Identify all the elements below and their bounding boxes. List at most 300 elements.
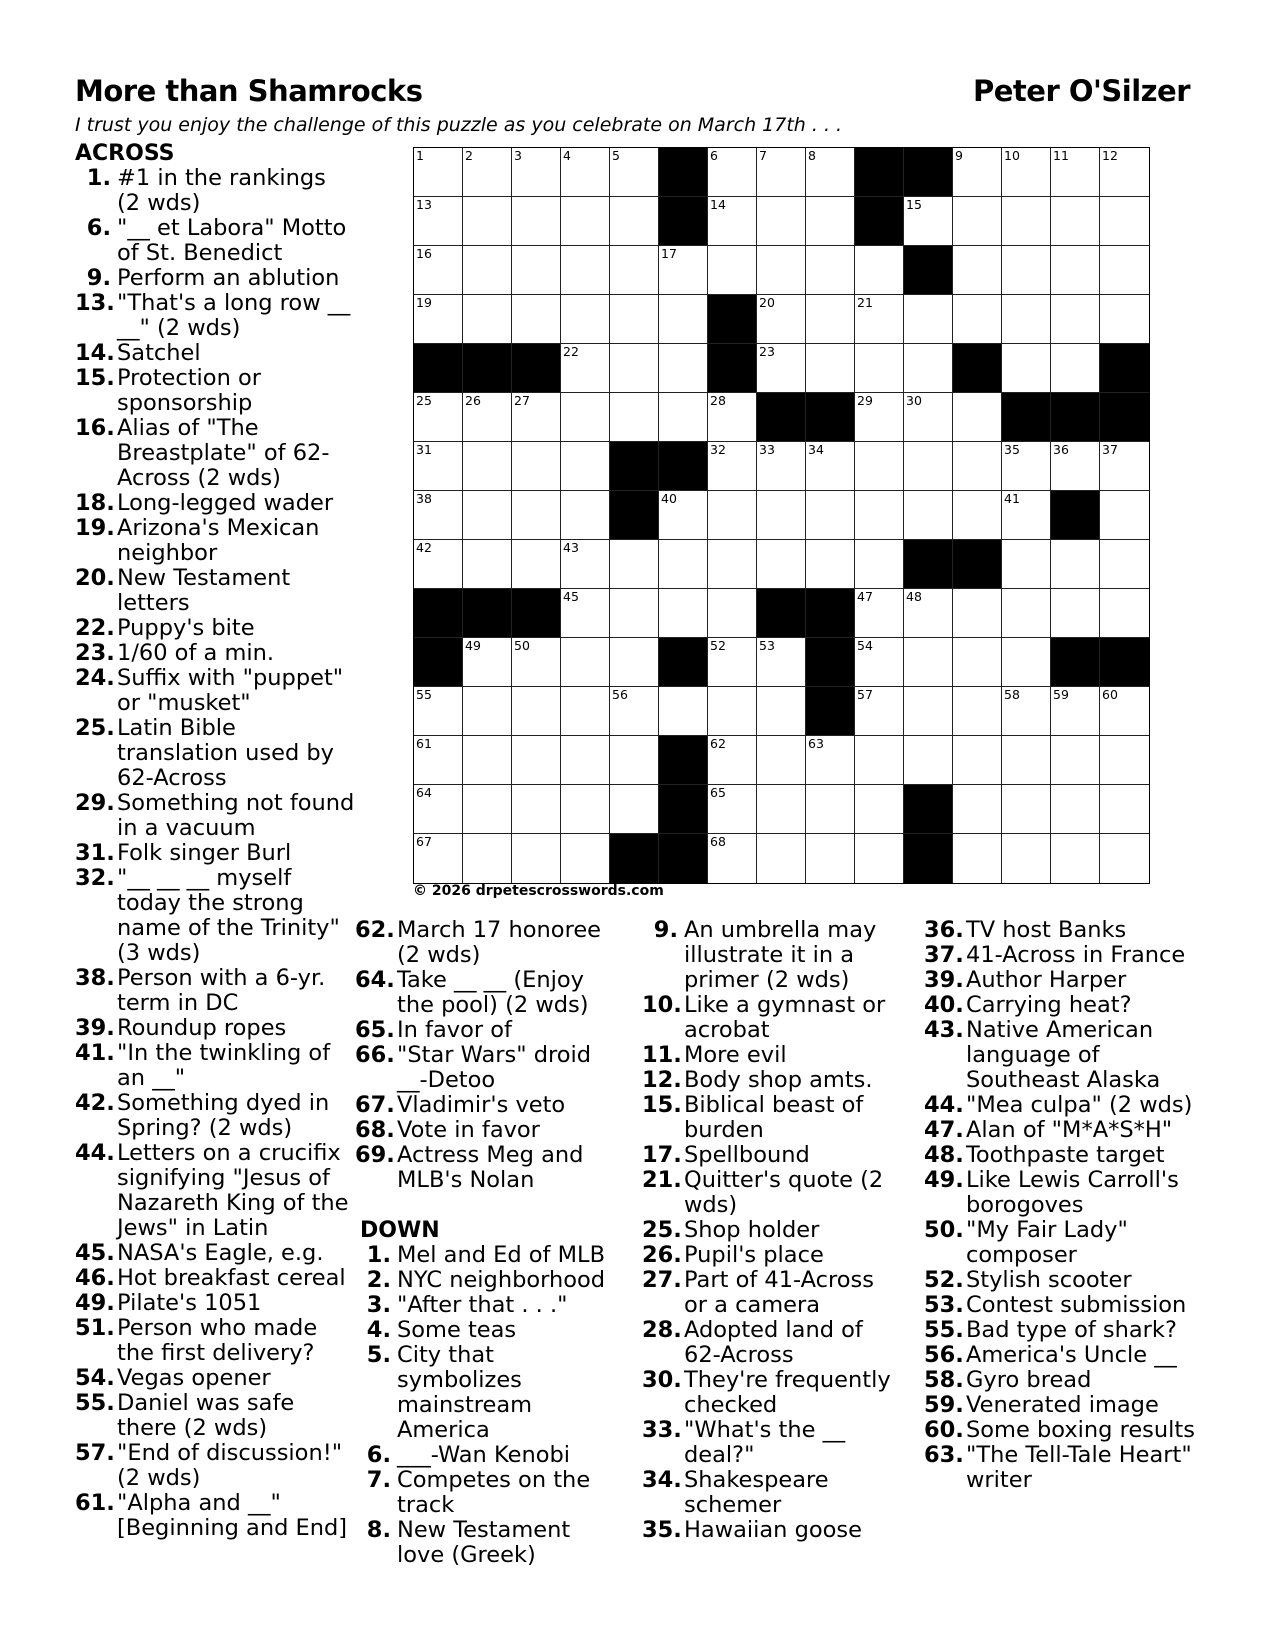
grid-cell[interactable] [561, 393, 610, 442]
grid-cell[interactable] [855, 785, 904, 834]
grid-cell[interactable] [463, 491, 512, 540]
clue-text: Person with a 6-yr. term in DC [117, 965, 326, 1016]
puzzle-author: Peter O'Silzer [973, 74, 1190, 108]
grid-cell[interactable] [806, 540, 855, 589]
grid-cell[interactable] [610, 687, 659, 736]
grid-cell[interactable] [561, 344, 610, 393]
clue-text: Puppy's bite [117, 615, 255, 641]
clue-number: 11. [642, 1042, 682, 1068]
grid-cell[interactable] [1051, 687, 1100, 736]
grid-cell[interactable] [855, 442, 904, 491]
grid-cell[interactable] [1051, 197, 1100, 246]
grid-cell[interactable] [757, 295, 806, 344]
grid-cell[interactable] [708, 736, 757, 785]
clue-number: 15. [642, 1092, 682, 1118]
grid-cell[interactable] [855, 246, 904, 295]
grid-cell[interactable] [659, 246, 708, 295]
grid-cell[interactable] [463, 687, 512, 736]
grid-cell[interactable] [708, 638, 757, 687]
clue-text: Perform an ablution [117, 265, 340, 291]
grid-cell[interactable] [1002, 197, 1051, 246]
clue-item [355, 1293, 617, 1318]
clue-item [75, 791, 355, 841]
clue-item [642, 1043, 904, 1068]
grid-cell[interactable] [855, 393, 904, 442]
grid-cell[interactable] [757, 442, 806, 491]
clue-text: Pupil's place [684, 1242, 824, 1268]
grid-cell[interactable] [708, 197, 757, 246]
grid-cell[interactable] [953, 491, 1002, 540]
clue-item [75, 716, 355, 791]
grid-cell[interactable] [1100, 491, 1149, 540]
clue-item [75, 1241, 355, 1266]
clue-text: 1/60 of a min. [117, 640, 275, 666]
clue-item [75, 1441, 355, 1491]
cell-number: 20 [759, 295, 775, 310]
grid-cell[interactable] [1100, 197, 1149, 246]
grid-cell[interactable] [1100, 687, 1149, 736]
grid-cell[interactable] [708, 393, 757, 442]
grid-cell[interactable] [757, 344, 806, 393]
grid-cell[interactable] [463, 834, 512, 883]
grid-cell[interactable] [1002, 785, 1051, 834]
grid-cell[interactable] [414, 540, 463, 589]
grid-cell[interactable] [414, 246, 463, 295]
grid-cell[interactable] [1100, 540, 1149, 589]
clue-item [75, 641, 355, 666]
clue-text: Contest submission [966, 1292, 1187, 1318]
clue-text: Some boxing results [966, 1417, 1195, 1443]
grid-cell[interactable] [561, 736, 610, 785]
cell-number: 7 [759, 148, 767, 163]
grid-cell[interactable] [561, 246, 610, 295]
clue-number: 37. [924, 942, 964, 968]
grid-cell[interactable] [561, 295, 610, 344]
clue-number: 49. [924, 1167, 964, 1193]
clue-item [355, 1318, 617, 1343]
grid-cell[interactable] [757, 491, 806, 540]
clue-number: 65. [355, 1017, 395, 1043]
grid-cell[interactable] [561, 834, 610, 883]
clue-text: ___-Wan Kenobi [397, 1442, 571, 1468]
grid-cell[interactable] [806, 834, 855, 883]
grid-cell[interactable] [561, 540, 610, 589]
grid-cell[interactable] [855, 295, 904, 344]
clue-number: 31. [75, 840, 115, 866]
grid-cell[interactable] [1051, 589, 1100, 638]
clue-item [642, 918, 904, 993]
cell-number: 63 [808, 736, 824, 751]
cell-number: 47 [857, 589, 873, 604]
grid-cell[interactable] [708, 687, 757, 736]
grid-cell[interactable] [610, 540, 659, 589]
grid-cell[interactable] [806, 736, 855, 785]
grid-cell[interactable] [561, 589, 610, 638]
grid-cell[interactable] [1100, 589, 1149, 638]
grid-cell[interactable] [512, 246, 561, 295]
clue-item [355, 1143, 617, 1193]
cell-number: 64 [416, 785, 432, 800]
grid-cell[interactable] [414, 442, 463, 491]
grid-cell[interactable] [953, 687, 1002, 736]
clue-text: Spellbound [684, 1142, 810, 1168]
clue-text: Carrying heat? [966, 992, 1132, 1018]
grid-cell[interactable] [904, 736, 953, 785]
clue-text: Daniel was safe there (2 wds) [117, 1390, 295, 1441]
grid-cell[interactable] [512, 295, 561, 344]
grid-cell[interactable] [414, 785, 463, 834]
clue-text: Person who made the first delivery? [117, 1315, 318, 1366]
clue-number: 28. [642, 1317, 682, 1343]
clue-number: 33. [642, 1417, 682, 1443]
grid-cell[interactable] [1100, 148, 1149, 197]
clue-text: "End of discussion!" (2 wds) [117, 1440, 343, 1491]
black-square [414, 589, 463, 638]
grid-cell[interactable] [1051, 785, 1100, 834]
clue-text: They're frequently checked [684, 1367, 891, 1418]
grid-cell[interactable] [953, 442, 1002, 491]
clue-text: Shop holder [684, 1217, 820, 1243]
grid-cell[interactable] [757, 834, 806, 883]
clue-text: Vote in favor [397, 1117, 540, 1143]
grid-cell[interactable] [414, 295, 463, 344]
grid-cell[interactable] [953, 295, 1002, 344]
grid-cell[interactable] [708, 834, 757, 883]
clue-item [642, 1318, 904, 1368]
grid-cell[interactable] [757, 638, 806, 687]
grid-cell[interactable] [512, 540, 561, 589]
cell-number: 55 [416, 687, 432, 702]
grid-cell[interactable] [855, 687, 904, 736]
grid-cell[interactable] [806, 491, 855, 540]
down-clues-column-4 [924, 918, 1214, 1493]
clue-number: 9. [86, 265, 111, 291]
black-square [463, 344, 512, 393]
grid-cell[interactable] [757, 246, 806, 295]
grid-cell[interactable] [1002, 638, 1051, 687]
across-clues-column [75, 141, 355, 1541]
cell-number: 3 [514, 148, 522, 163]
grid-cell[interactable] [953, 834, 1002, 883]
grid-cell[interactable] [904, 687, 953, 736]
cell-number: 23 [759, 344, 775, 359]
grid-cell[interactable] [708, 589, 757, 638]
cell-number: 8 [808, 148, 816, 163]
grid-cell[interactable] [414, 491, 463, 540]
grid-cell[interactable] [512, 491, 561, 540]
black-square [610, 491, 659, 540]
grid-cell[interactable] [1051, 540, 1100, 589]
cell-number: 15 [906, 197, 922, 212]
clue-number: 3. [366, 1292, 391, 1318]
cell-number: 57 [857, 687, 873, 702]
grid-cell[interactable] [1051, 295, 1100, 344]
grid-cell[interactable] [561, 785, 610, 834]
grid-cell[interactable] [806, 785, 855, 834]
grid-cell[interactable] [953, 638, 1002, 687]
clue-item [355, 1243, 617, 1268]
grid-cell[interactable] [561, 687, 610, 736]
clue-text: "Mea culpa" (2 wds) [966, 1092, 1193, 1118]
grid-cell[interactable] [953, 393, 1002, 442]
grid-cell[interactable] [855, 491, 904, 540]
grid-cell[interactable] [463, 785, 512, 834]
black-square [1002, 393, 1051, 442]
grid-cell[interactable] [659, 491, 708, 540]
grid-cell[interactable] [806, 197, 855, 246]
grid-cell[interactable] [1051, 344, 1100, 393]
grid-cell[interactable] [1051, 834, 1100, 883]
grid-cell[interactable] [904, 638, 953, 687]
grid-cell[interactable] [610, 148, 659, 197]
grid-cell[interactable] [1051, 148, 1100, 197]
clue-number: 6. [86, 215, 111, 241]
clue-number: 10. [642, 992, 682, 1018]
clue-item [924, 918, 1214, 943]
grid-cell[interactable] [659, 540, 708, 589]
grid-cell[interactable] [512, 442, 561, 491]
grid-cell[interactable] [463, 246, 512, 295]
grid-cell[interactable] [414, 834, 463, 883]
grid-cell[interactable] [855, 638, 904, 687]
grid-cell[interactable] [610, 393, 659, 442]
clue-text: Letters on a crucifix signifying "Jesus of Nazareth King of the Jews" in Latin [117, 1140, 349, 1241]
grid-cell[interactable] [463, 736, 512, 785]
grid-cell[interactable] [512, 736, 561, 785]
grid-cell[interactable] [806, 246, 855, 295]
grid-cell[interactable] [610, 589, 659, 638]
grid-cell[interactable] [1002, 589, 1051, 638]
clue-text: "What's the __ deal?" [684, 1417, 846, 1468]
grid-cell[interactable] [1002, 491, 1051, 540]
clue-number: 42. [75, 1090, 115, 1116]
clue-number: 38. [75, 965, 115, 991]
black-square [904, 148, 953, 197]
black-square [708, 344, 757, 393]
grid-cell[interactable] [708, 491, 757, 540]
grid-cell[interactable] [806, 344, 855, 393]
clue-number: 43. [924, 1017, 964, 1043]
grid-cell[interactable] [610, 638, 659, 687]
clue-number: 44. [75, 1140, 115, 1166]
grid-cell[interactable] [757, 687, 806, 736]
grid-cell[interactable] [708, 540, 757, 589]
clue-item [75, 1016, 355, 1041]
grid-cell[interactable] [1051, 736, 1100, 785]
clue-number: 51. [75, 1315, 115, 1341]
grid-cell[interactable] [1100, 295, 1149, 344]
clue-number: 32. [75, 865, 115, 891]
clue-item [355, 1343, 617, 1443]
grid-cell[interactable] [757, 540, 806, 589]
grid-cell[interactable] [1100, 785, 1149, 834]
puzzle-title: More than Shamrocks [75, 74, 423, 108]
cell-number: 31 [416, 442, 432, 457]
grid-cell[interactable] [708, 785, 757, 834]
grid-cell[interactable] [855, 540, 904, 589]
grid-cell[interactable] [855, 589, 904, 638]
grid-cell[interactable] [806, 442, 855, 491]
cell-number: 61 [416, 736, 432, 751]
clue-number: 12. [642, 1067, 682, 1093]
grid-cell[interactable] [561, 491, 610, 540]
grid-cell[interactable] [1002, 834, 1051, 883]
grid-cell[interactable] [1002, 540, 1051, 589]
clue-item [924, 1293, 1214, 1318]
grid-cell[interactable] [610, 246, 659, 295]
grid-cell[interactable] [1002, 246, 1051, 295]
black-square [659, 197, 708, 246]
clue-text: NYC neighborhood [397, 1267, 606, 1293]
cell-number: 28 [710, 393, 726, 408]
clue-text: "In the twinkling of an __" [117, 1040, 331, 1091]
grid-cell[interactable] [953, 246, 1002, 295]
grid-cell[interactable] [561, 442, 610, 491]
grid-cell[interactable] [610, 295, 659, 344]
clue-text: An umbrella may illustrate it in a primer (2 wds) [684, 917, 877, 993]
grid-cell[interactable] [953, 736, 1002, 785]
black-square [463, 589, 512, 638]
grid-cell[interactable] [953, 197, 1002, 246]
grid-cell[interactable] [1051, 246, 1100, 295]
grid-cell[interactable] [1100, 736, 1149, 785]
black-square [512, 344, 561, 393]
grid-cell[interactable] [512, 197, 561, 246]
clue-number: 55. [924, 1317, 964, 1343]
grid-cell[interactable] [659, 687, 708, 736]
grid-cell[interactable] [512, 148, 561, 197]
clue-text: NASA's Eagle, e.g. [117, 1240, 324, 1266]
grid-cell[interactable] [904, 442, 953, 491]
clue-item [75, 1491, 355, 1541]
cell-number: 50 [514, 638, 530, 653]
grid-cell[interactable] [414, 736, 463, 785]
grid-cell[interactable] [659, 295, 708, 344]
clue-item [642, 1143, 904, 1168]
grid-cell[interactable] [610, 736, 659, 785]
grid-cell[interactable] [1002, 736, 1051, 785]
grid-cell[interactable] [904, 344, 953, 393]
clue-item [75, 166, 355, 216]
cell-number: 29 [857, 393, 873, 408]
grid-cell[interactable] [708, 442, 757, 491]
grid-cell[interactable] [1002, 344, 1051, 393]
grid-cell[interactable] [1002, 148, 1051, 197]
grid-cell[interactable] [463, 295, 512, 344]
grid-cell[interactable] [463, 442, 512, 491]
grid-cell[interactable] [904, 295, 953, 344]
grid-cell[interactable] [414, 687, 463, 736]
grid-cell[interactable] [659, 344, 708, 393]
grid-cell[interactable] [708, 246, 757, 295]
clue-item [924, 968, 1214, 993]
clue-item [924, 1143, 1214, 1168]
grid-cell[interactable] [757, 785, 806, 834]
grid-cell[interactable] [659, 589, 708, 638]
grid-cell[interactable] [512, 638, 561, 687]
grid-cell[interactable] [855, 834, 904, 883]
grid-cell[interactable] [414, 393, 463, 442]
clue-text: Alias of "The Breastplate" of 62-Across (2 wds) [117, 415, 330, 491]
down-clues-column-3 [642, 918, 904, 1543]
grid-cell[interactable] [757, 736, 806, 785]
grid-cell[interactable] [561, 197, 610, 246]
black-square [757, 393, 806, 442]
grid-cell[interactable] [1100, 442, 1149, 491]
grid-cell[interactable] [1051, 442, 1100, 491]
grid-cell[interactable] [512, 785, 561, 834]
grid-cell[interactable] [610, 785, 659, 834]
grid-cell[interactable] [904, 589, 953, 638]
clue-item [642, 1418, 904, 1468]
grid-cell[interactable] [1100, 246, 1149, 295]
grid-cell[interactable] [855, 344, 904, 393]
clue-number: 59. [924, 1392, 964, 1418]
grid-cell[interactable] [708, 148, 757, 197]
grid-cell[interactable] [561, 638, 610, 687]
clue-item [924, 993, 1214, 1018]
clue-item [75, 291, 355, 341]
clue-text: Folk singer Burl [117, 840, 292, 866]
grid-cell[interactable] [757, 197, 806, 246]
grid-cell[interactable] [561, 148, 610, 197]
clue-number: 69. [355, 1142, 395, 1168]
clue-item [642, 1368, 904, 1418]
grid-cell[interactable] [463, 197, 512, 246]
grid-cell[interactable] [757, 148, 806, 197]
grid-cell[interactable] [463, 540, 512, 589]
grid-cell[interactable] [414, 148, 463, 197]
clue-number: 15. [75, 365, 115, 391]
clue-text: Hawaiian goose [684, 1517, 862, 1543]
clue-number: 64. [355, 967, 395, 993]
grid-cell[interactable] [1002, 687, 1051, 736]
black-square [659, 148, 708, 197]
grid-cell[interactable] [806, 295, 855, 344]
grid-cell[interactable] [953, 148, 1002, 197]
grid-cell[interactable] [512, 687, 561, 736]
clue-number: 13. [75, 290, 115, 316]
grid-cell[interactable] [953, 785, 1002, 834]
grid-cell[interactable] [512, 834, 561, 883]
grid-cell[interactable] [463, 638, 512, 687]
grid-cell[interactable] [463, 393, 512, 442]
grid-cell[interactable] [512, 393, 561, 442]
grid-cell[interactable] [806, 148, 855, 197]
grid-cell[interactable] [610, 344, 659, 393]
grid-cell[interactable] [414, 197, 463, 246]
clue-number: 25. [642, 1217, 682, 1243]
black-square [659, 638, 708, 687]
grid-cell[interactable] [1100, 834, 1149, 883]
grid-cell[interactable] [659, 393, 708, 442]
grid-cell[interactable] [904, 197, 953, 246]
black-square [806, 393, 855, 442]
grid-cell[interactable] [1002, 442, 1051, 491]
grid-cell[interactable] [463, 148, 512, 197]
grid-cell[interactable] [904, 491, 953, 540]
cell-number: 33 [759, 442, 775, 457]
clue-text: Hot breakfast cereal [117, 1265, 346, 1291]
clue-item [75, 416, 355, 491]
clue-number: 55. [75, 1390, 115, 1416]
grid-cell[interactable] [610, 197, 659, 246]
grid-cell[interactable] [1002, 295, 1051, 344]
clue-number: 18. [75, 490, 115, 516]
grid-cell[interactable] [953, 589, 1002, 638]
grid-cell[interactable] [855, 736, 904, 785]
grid-cell[interactable] [904, 393, 953, 442]
